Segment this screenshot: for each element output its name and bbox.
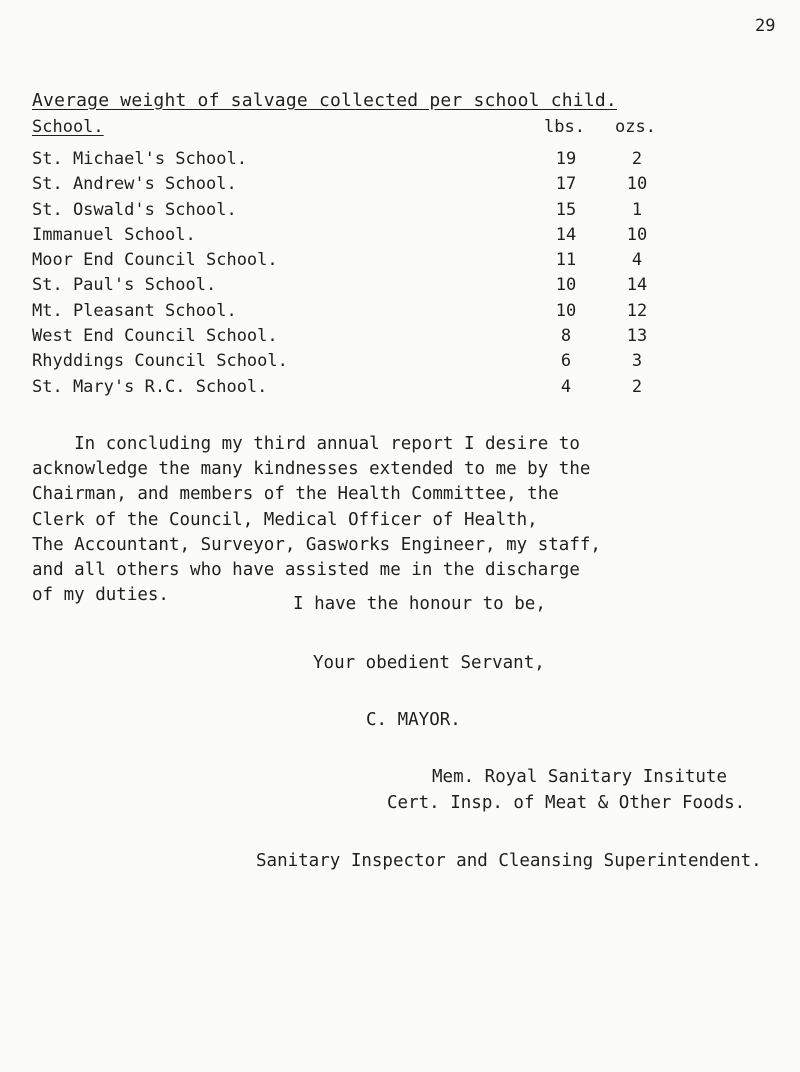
- paragraph-line: The Accountant, Surveyor, Gasworks Engineer, my staff,: [32, 534, 601, 555]
- lbs-value: 14: [555, 224, 577, 245]
- lbs-value: 10: [555, 300, 577, 321]
- table-heading: Average weight of salvage collected per school child.: [32, 90, 617, 111]
- ozs-value: 4: [631, 250, 643, 271]
- table-row: [32, 174, 672, 199]
- ozs-value: 2: [631, 149, 643, 169]
- school-name: St. Oswald's School.: [32, 199, 237, 220]
- ozs-value: 12: [626, 300, 648, 321]
- ozs-value: 3: [631, 351, 643, 372]
- acknowledgement-paragraph: [32, 432, 722, 608]
- school-name: Immanuel School.: [32, 224, 196, 245]
- table-row: [32, 225, 672, 250]
- school-name: Moor End Council School.: [32, 250, 278, 271]
- paragraph-line: of my duties.: [32, 585, 169, 606]
- paragraph-line: and all others who have assisted me in the discharge: [32, 560, 580, 581]
- school-name: Rhyddings Council School.: [32, 351, 288, 372]
- table-row: [32, 250, 672, 275]
- school-name: St. Andrew's School.: [32, 174, 237, 195]
- table-row: [32, 377, 672, 402]
- ozs-value: 10: [626, 224, 648, 245]
- school-name: St. Mary's R.C. School.: [32, 376, 268, 397]
- salvage-table: [32, 149, 672, 402]
- ozs-value: 1: [631, 199, 643, 220]
- table-row: [32, 275, 672, 300]
- lbs-value: 10: [555, 275, 577, 296]
- lbs-value: 19: [555, 149, 577, 169]
- ozs-value: 2: [631, 376, 643, 397]
- table-row: [32, 200, 672, 225]
- ozs-value: 14: [626, 275, 648, 296]
- qualification-line-2: Cert. Insp. of Meat & Other Foods.: [387, 793, 746, 813]
- table-row: [32, 326, 672, 351]
- signature-name: C. MAYOR.: [366, 710, 461, 730]
- paragraph-line: In concluding my third annual report I desire to: [32, 434, 580, 454]
- column-header-school: School.: [32, 117, 104, 137]
- table-row: [32, 149, 672, 174]
- job-title: Sanitary Inspector and Cleansing Superintendent.: [256, 851, 762, 871]
- closing-line: I have the honour to be,: [293, 594, 546, 614]
- paragraph-line: acknowledge the many kindnesses extended to me by the: [32, 459, 591, 480]
- school-name: St. Paul's School.: [32, 275, 217, 296]
- ozs-value: 10: [626, 174, 648, 195]
- lbs-value: 17: [555, 174, 577, 195]
- ozs-value: 13: [626, 326, 648, 347]
- table-row: [32, 351, 672, 376]
- school-name: West End Council School.: [32, 326, 278, 347]
- lbs-value: 4: [560, 376, 572, 397]
- page-number: 29: [755, 16, 776, 36]
- table-row: [32, 301, 672, 326]
- lbs-value: 6: [560, 351, 572, 372]
- lbs-value: 8: [560, 326, 572, 347]
- servant-line: Your obedient Servant,: [313, 653, 545, 673]
- school-name: St. Michael's School.: [32, 149, 247, 169]
- qualification-line-1: Mem. Royal Sanitary Insitute: [432, 767, 728, 787]
- table-header-row: [32, 117, 672, 143]
- paragraph-line: Clerk of the Council, Medical Officer of Health,: [32, 509, 538, 530]
- column-header-ozs: ozs.: [615, 117, 656, 137]
- school-name: Mt. Pleasant School.: [32, 300, 237, 321]
- lbs-value: 11: [555, 250, 577, 271]
- column-header-lbs: lbs.: [544, 117, 585, 137]
- lbs-value: 15: [555, 199, 577, 220]
- paragraph-line: Chairman, and members of the Health Committee, the: [32, 484, 559, 505]
